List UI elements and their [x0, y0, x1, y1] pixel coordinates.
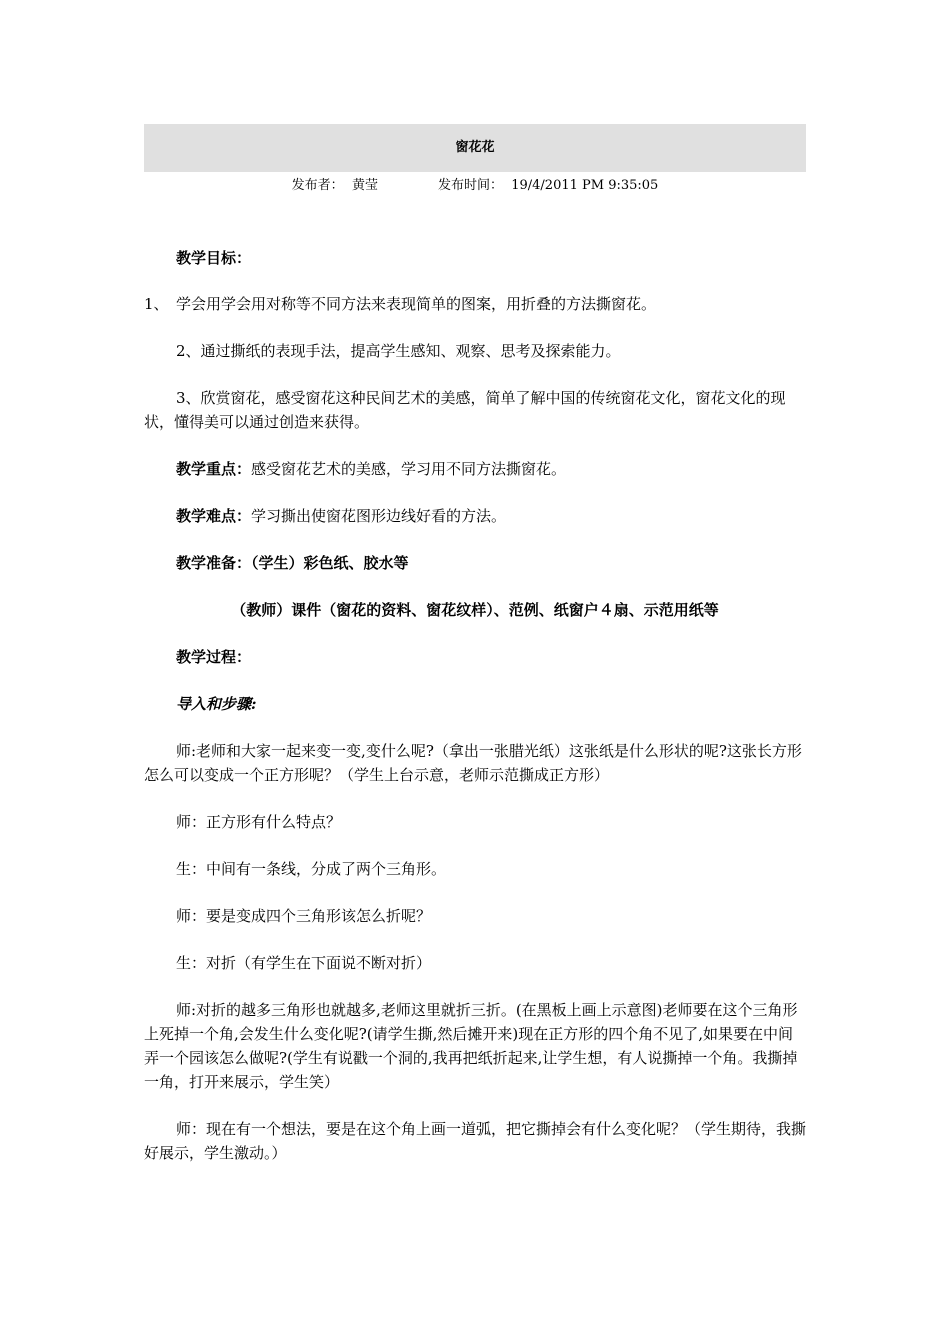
dialogue-line: 师:对折的越多三角形也就越多,老师这里就折三折。(在黑板上画上示意图)老师要在这个三角形上死掉一个角,会发生什么变化呢?(请学生撕,然后摊开来)现在正方形的四个角不见了,如果要在中间弄一个园该怎么做呢?(学生有说戳一个洞的,我再把纸折起来,让学生想，有人说撕掉一个角。我撕掉一角，打开来展示，学生笑）	[144, 1001, 798, 1091]
page-title: 窗花花	[455, 140, 495, 155]
goal-1: 1、 学会用学会用对称等不同方法来表现简单的图案，用折叠的方法撕窗花。	[144, 295, 657, 313]
goal-3: 3、欣赏窗花，感受窗花这种民间艺术的美感，简单了解中国的传统窗花文化，窗花文化的现状，懂得美可以通过创造来获得。	[144, 389, 786, 431]
dialogue-line: 生：对折（有学生在下面说不断对折）	[176, 954, 432, 972]
dialogue-line: 师：要是变成四个三角形该怎么折呢？	[176, 907, 432, 925]
title-bar	[144, 124, 806, 172]
key-point-text: 感受窗花艺术的美感，学习用不同方法撕窗花。	[251, 460, 567, 478]
dialogue-line: 师:老师和大家一起来变一变,变什么呢?（拿出一张腊光纸）这张纸是什么形状的呢?这张长方形怎么可以变成一个正方形呢？（学生上台示意，老师示范撕成正方形）	[144, 742, 802, 784]
prep-teacher: （教师）课件（窗花的资料、窗花纹样）、范例、纸窗户４扇、示范用纸等	[231, 601, 719, 619]
difficulty-point	[144, 504, 806, 528]
publish-meta	[144, 177, 806, 195]
publish-time: 19/4/2011 PM 9:35:05	[511, 178, 659, 193]
difficulty-text: 学习撕出使窗花图形边线好看的方法。	[251, 507, 507, 525]
dialogue-line: 师：正方形有什么特点？	[176, 813, 342, 831]
difficulty-label: 教学难点：	[176, 507, 252, 525]
dialogue-line: 师：现在有一个想法，要是在这个角上画一道弧，把它撕掉会有什么变化呢？（学生期待，我撕好展示，学生激动。）	[144, 1120, 807, 1162]
goal-2: 2、通过撕纸的表现手法，提高学生感知、观察、思考及探索能力。	[176, 342, 621, 360]
publish-time-label: 发布时间：	[437, 178, 503, 193]
publisher-name: 黄莹	[351, 178, 378, 193]
publisher-label: 发布者：	[291, 178, 344, 193]
key-point	[144, 457, 806, 481]
goals-heading: 教学目标：	[176, 249, 252, 267]
article-body	[144, 246, 806, 1165]
dialogue-line: 生：中间有一条线，分成了两个三角形。	[176, 860, 447, 878]
process-heading: 教学过程：	[176, 648, 252, 666]
key-point-label: 教学重点：	[176, 460, 252, 478]
intro-heading: 导入和步骤:	[176, 695, 257, 713]
prep-student: 教学准备：（学生）彩色纸、胶水等	[176, 554, 409, 572]
